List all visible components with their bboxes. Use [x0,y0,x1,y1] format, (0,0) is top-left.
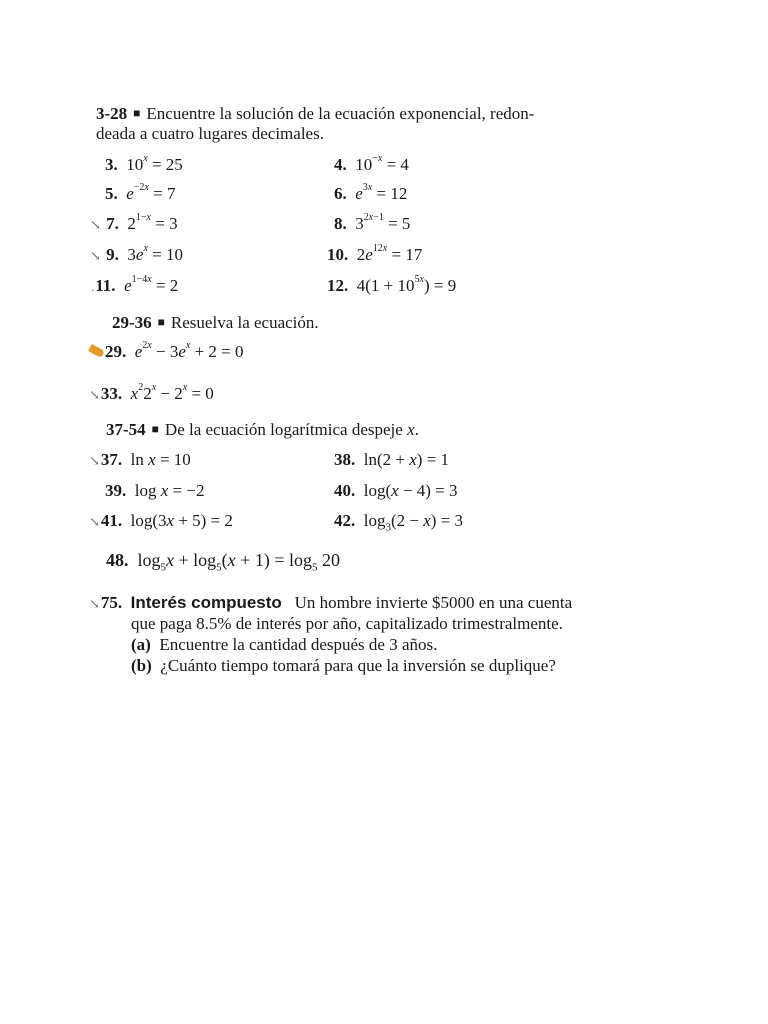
check-mark-icon: ↘ [90,217,101,232]
problem-title: Interés compuesto [130,593,282,612]
problem-3: 3. $10^x = 25$ [105,153,183,174]
square-bullet-icon: ■ [157,315,165,329]
section-header-3-28-cont [96,124,324,144]
problem-8: 8. $3^{2x-1} = 5$ [334,212,411,233]
check-mark-icon: ↘ [89,453,100,468]
problem-75-line2: que paga 8.5% de interés por año, capitalizado trimestralmente. [131,614,563,633]
problem-33: ↘33. $x^22^x - 2^x = 0$ [89,382,214,403]
problem-29: 29. $e^{2x} - 3e^x + 2 = 0$ [89,342,244,362]
problem-38: 38. ln(2 + x) = 1 [334,450,450,469]
problem-75-part-b: (b) ¿Cuánto tiempo tomará para que la inversión se duplique? [131,656,556,675]
square-bullet-icon: ■ [133,106,141,120]
check-mark-icon: ↘ [89,514,100,529]
pencil-icon [88,344,105,358]
problem-6: 6. $e^{3x} = 12$ [334,182,408,203]
square-bullet-icon: ■ [151,422,159,436]
problem-42: 42. $\log_3(2 - x) = 3$ [334,511,464,534]
problem-7: ↘ 7. $2^{1-x} = 3$ [90,212,178,233]
section-instruction: Encuentre la solución de la ecuación exponencial, redon- [146,104,535,123]
check-mark-icon: ↘ [90,248,101,263]
problem-48: 48. $\log_5x + \log_5(x + 1) = \log_5 20$ [106,550,340,574]
problem-39: 39. log x = −2 [105,481,205,500]
problem-12: 12. $4(1 + 10^{5x}) = 9$ [327,274,457,295]
check-mark-icon: ↘ [89,596,100,611]
section-instruction-cont: deada a cuatro lugares decimales. [96,124,324,143]
section-header-29-36: 29-36 ■ Resuelva la ecuación. [112,313,319,332]
problem-41: ↘41. log(3x + 5) = 2 [89,511,233,530]
problem-37: ↘37. ln x = 10 [89,450,191,469]
problem-40: 40. log(x − 4) = 3 [334,481,458,500]
section-header-37-54: 37-54 ■ De la ecuación logarítmica despeje x. [106,420,419,439]
problem-10: 10. $2e^{12x} = 17$ [327,243,423,264]
problem-75: ↘75. Interés compuesto Un hombre invierte $5000 en una cuenta [89,593,573,612]
check-mark-icon: . [91,279,95,294]
problem-75-part-a: (a) Encuentre la cantidad después de 3 años. [131,635,438,654]
problem-5: 5. $e^{-2x} = 7$ [105,182,176,203]
problem-4: 4. $10^{-x} = 4$ [334,153,409,174]
section-range: 3-28 [96,104,128,123]
check-mark-icon: ↘ [89,387,100,402]
problem-11: .11. $e^{1-4x} = 2$ [91,274,179,295]
section-header-3-28 [96,104,534,125]
problem-9: ↘ 9. $3e^x = 10$ [90,243,183,264]
